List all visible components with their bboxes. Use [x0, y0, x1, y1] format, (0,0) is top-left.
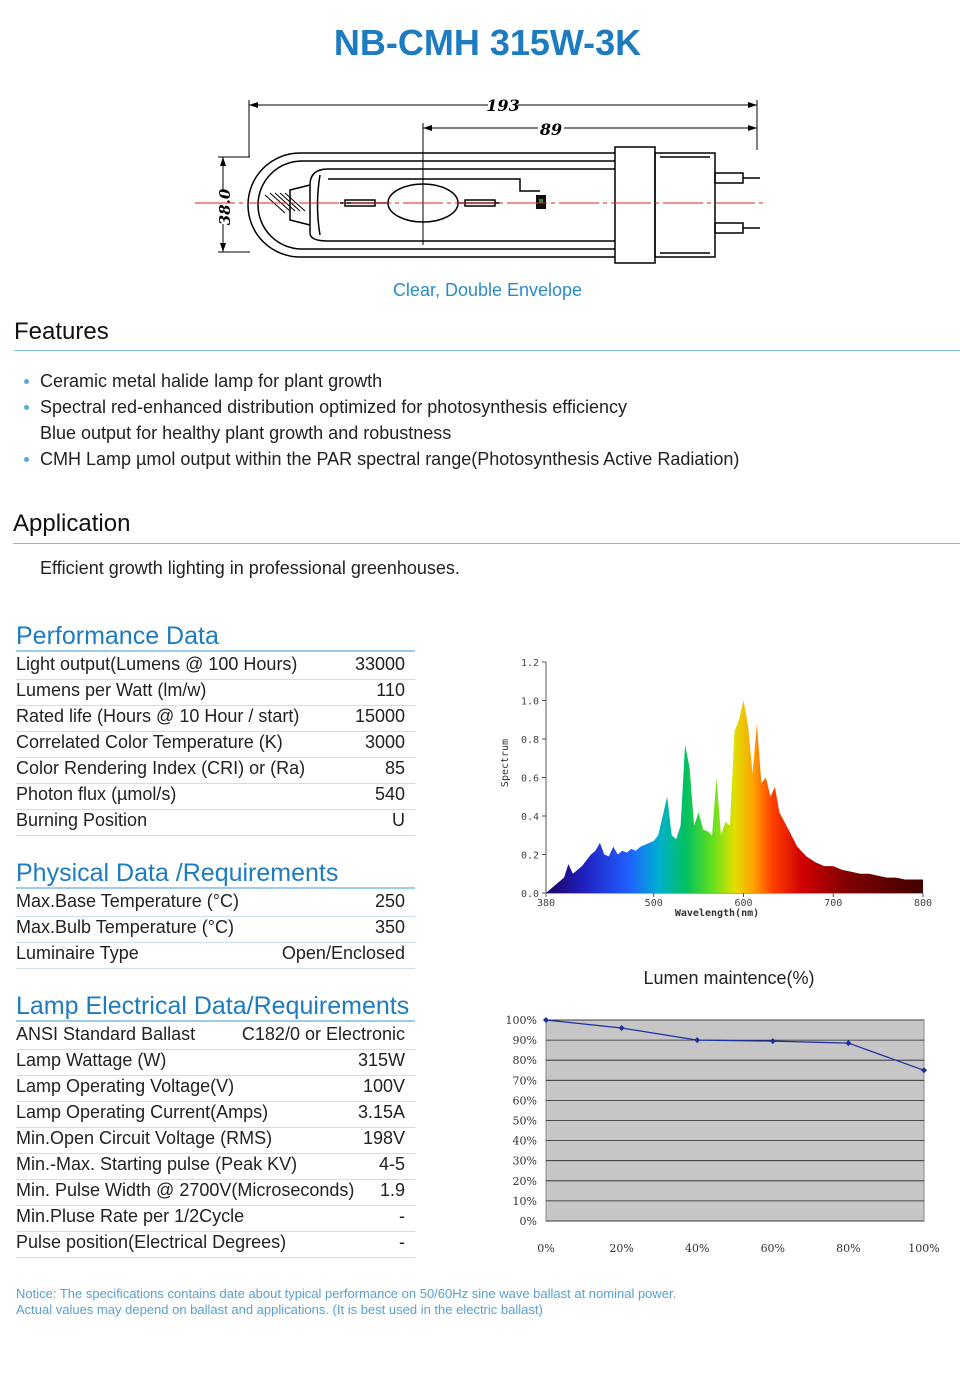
- row-label: Lumens per Watt (lm/w): [16, 680, 207, 700]
- row-label: Min.-Max. Starting pulse (Peak KV): [16, 1154, 298, 1174]
- y-tick-label: 10%: [512, 1194, 537, 1208]
- table-row: [16, 1023, 415, 1050]
- row-value: 110: [376, 680, 405, 700]
- lumen-maintenance-chart: [495, 1005, 945, 1255]
- x-tick-label: 60%: [760, 1242, 786, 1255]
- row-value: C182/0 or Electronic: [241, 1024, 405, 1044]
- bullet-icon: [24, 457, 29, 462]
- row-label: Min.Pluse Rate per 1/2Cycle: [16, 1206, 245, 1226]
- physical-rule: [16, 887, 415, 889]
- table-row: [16, 757, 415, 784]
- application-text: Efficient growth lighting in professional greenhouses.: [40, 558, 460, 578]
- row-value: 250: [374, 891, 405, 911]
- features-heading: Features: [14, 318, 109, 345]
- lamp-dimension-drawing: [190, 95, 770, 265]
- row-label: Photon flux (µmol/s): [16, 784, 177, 804]
- x-tick-label: 0%: [537, 1242, 555, 1255]
- list-item: [22, 446, 922, 472]
- x-tick-label: 20%: [609, 1242, 634, 1255]
- notice: [16, 1286, 676, 1318]
- row-label: Lamp Operating Current(Amps): [16, 1102, 269, 1122]
- row-value: -: [399, 1206, 405, 1226]
- y-tick-label: 80%: [512, 1054, 537, 1068]
- row-value: 85: [384, 758, 405, 778]
- table-row: [16, 1205, 415, 1232]
- performance-heading: Performance Data: [16, 622, 219, 650]
- y-tick-label: 40%: [512, 1134, 537, 1148]
- row-value: 350: [374, 917, 405, 937]
- x-tick-label: 80%: [836, 1242, 861, 1255]
- table-row: [16, 1127, 415, 1154]
- x-tick-label: 800: [913, 898, 933, 909]
- row-label: Light output(Lumens @ 100 Hours): [16, 654, 298, 674]
- row-value: 3000: [364, 732, 405, 752]
- row-label: Rated life (Hours @ 10 Hour / start): [16, 706, 300, 726]
- bullet-icon: [24, 379, 29, 384]
- table-row: [16, 731, 415, 758]
- list-item: [22, 368, 922, 394]
- row-label: Lamp Wattage (W): [16, 1050, 167, 1070]
- table-row: [16, 916, 415, 943]
- physical-heading: Physical Data /Requirements: [16, 859, 339, 887]
- y-tick-label: 0%: [519, 1215, 537, 1228]
- row-label: Luminaire Type: [16, 943, 139, 963]
- y-tick-label: 0.8: [520, 735, 539, 746]
- list-item: [22, 420, 922, 446]
- y-tick-label: 60%: [512, 1094, 537, 1108]
- y-tick-label: 50%: [512, 1114, 537, 1128]
- row-value: 3.15A: [357, 1102, 405, 1122]
- table-row: [16, 942, 415, 969]
- table-row: [16, 1101, 415, 1128]
- page-title: NB-CMH 315W-3K: [333, 22, 642, 63]
- electrical-rule: [16, 1020, 415, 1022]
- row-value: 100V: [362, 1076, 405, 1096]
- y-tick-label: 20%: [512, 1174, 537, 1188]
- y-tick-label: 100%: [505, 1014, 537, 1027]
- table-row: [16, 1179, 415, 1206]
- row-label: Pulse position(Electrical Degrees): [16, 1232, 287, 1252]
- spectrum-ylabel: Spectrum: [500, 738, 511, 788]
- row-value: -: [399, 1232, 405, 1252]
- spectrum-area: [546, 701, 923, 894]
- row-value: 1.9: [379, 1180, 405, 1200]
- y-tick-label: 70%: [512, 1074, 537, 1088]
- row-label: ANSI Standard Ballast: [16, 1024, 196, 1044]
- table-row: [16, 809, 415, 836]
- row-value: Open/Enclosed: [281, 943, 405, 963]
- application-rule: [13, 543, 960, 544]
- table-row: [16, 890, 415, 917]
- y-tick-label: 0.4: [520, 812, 539, 823]
- y-tick-label: 0.2: [520, 850, 539, 862]
- y-tick-label: 0.6: [520, 773, 539, 785]
- row-value: 33000: [354, 654, 405, 674]
- y-tick-label: 30%: [512, 1154, 537, 1168]
- row-value: 540: [374, 784, 405, 804]
- table-row: [16, 1153, 415, 1180]
- row-label: Min.Open Circuit Voltage (RMS): [16, 1128, 273, 1148]
- lumen-chart-title: Lumen maintence(%): [643, 968, 815, 988]
- x-tick-label: 600: [734, 898, 753, 909]
- y-tick-label: 90%: [512, 1034, 537, 1048]
- x-tick-label: 380: [536, 898, 556, 909]
- feature-text: Ceramic metal halide lamp for plant growth: [40, 371, 383, 391]
- notice-line-2: Actual values may depend on ballast and applications. (It is best used in the electric ballast): [16, 1302, 543, 1317]
- y-tick-label: 1.0: [520, 696, 539, 708]
- list-item: [22, 394, 922, 420]
- application-heading: Application: [13, 510, 131, 537]
- row-label: Color Rendering Index (CRI) or (Ra): [16, 758, 306, 778]
- feature-text: Spectral red-enhanced distribution optimized for photosynthesis efficiency: [40, 397, 627, 417]
- x-tick-label: 700: [824, 898, 843, 909]
- features-list: [22, 368, 922, 472]
- y-tick-label: 1.2: [520, 658, 539, 669]
- row-value: 15000: [354, 706, 405, 726]
- dim-arc-label: 89: [539, 120, 563, 139]
- notice-line-1: Notice: The specifications contains date about typical performance on 50/60Hz sine wave ballast at nominal power.: [16, 1286, 677, 1301]
- features-rule: [14, 350, 960, 351]
- performance-rule: [16, 650, 415, 652]
- table-row: [16, 1231, 415, 1258]
- y-tick-label: 0.0: [520, 889, 539, 900]
- x-tick-label: 100%: [908, 1242, 940, 1255]
- row-label: Correlated Color Temperature (K): [16, 732, 283, 752]
- bullet-icon: [24, 405, 29, 410]
- spectrum-xlabel: Wavelength(nm): [674, 908, 760, 919]
- table-row: [16, 1049, 415, 1076]
- row-value: 315W: [357, 1050, 405, 1070]
- dim-total-label: 193: [486, 96, 520, 115]
- feature-text: CMH Lamp µmol output within the PAR spectral range(Photosynthesis Active Radiation): [40, 449, 740, 469]
- electrical-heading: Lamp Electrical Data/Requirements: [16, 992, 410, 1020]
- dim-diameter-label: 38.0: [216, 188, 234, 226]
- table-row: [16, 783, 415, 810]
- row-label: Max.Base Temperature (°C): [16, 891, 239, 911]
- table-row: [16, 679, 415, 706]
- feature-text: Blue output for healthy plant growth and robustness: [40, 423, 452, 443]
- row-label: Lamp Operating Voltage(V): [16, 1076, 235, 1096]
- table-row: [16, 1075, 415, 1102]
- x-tick-label: 40%: [684, 1242, 710, 1255]
- lamp-caption: Clear, Double Envelope: [392, 280, 583, 300]
- table-row: [16, 653, 415, 680]
- x-tick-label: 500: [644, 898, 663, 909]
- row-value: 4-5: [378, 1154, 405, 1174]
- row-label: Max.Bulb Temperature (°C): [16, 917, 234, 937]
- row-value: U: [392, 810, 405, 830]
- spectrum-chart: [495, 650, 945, 925]
- table-row: [16, 705, 415, 732]
- row-label: Burning Position: [16, 810, 148, 830]
- row-label: Min. Pulse Width @ 2700V(Microseconds): [16, 1180, 355, 1200]
- row-value: 198V: [362, 1128, 405, 1148]
